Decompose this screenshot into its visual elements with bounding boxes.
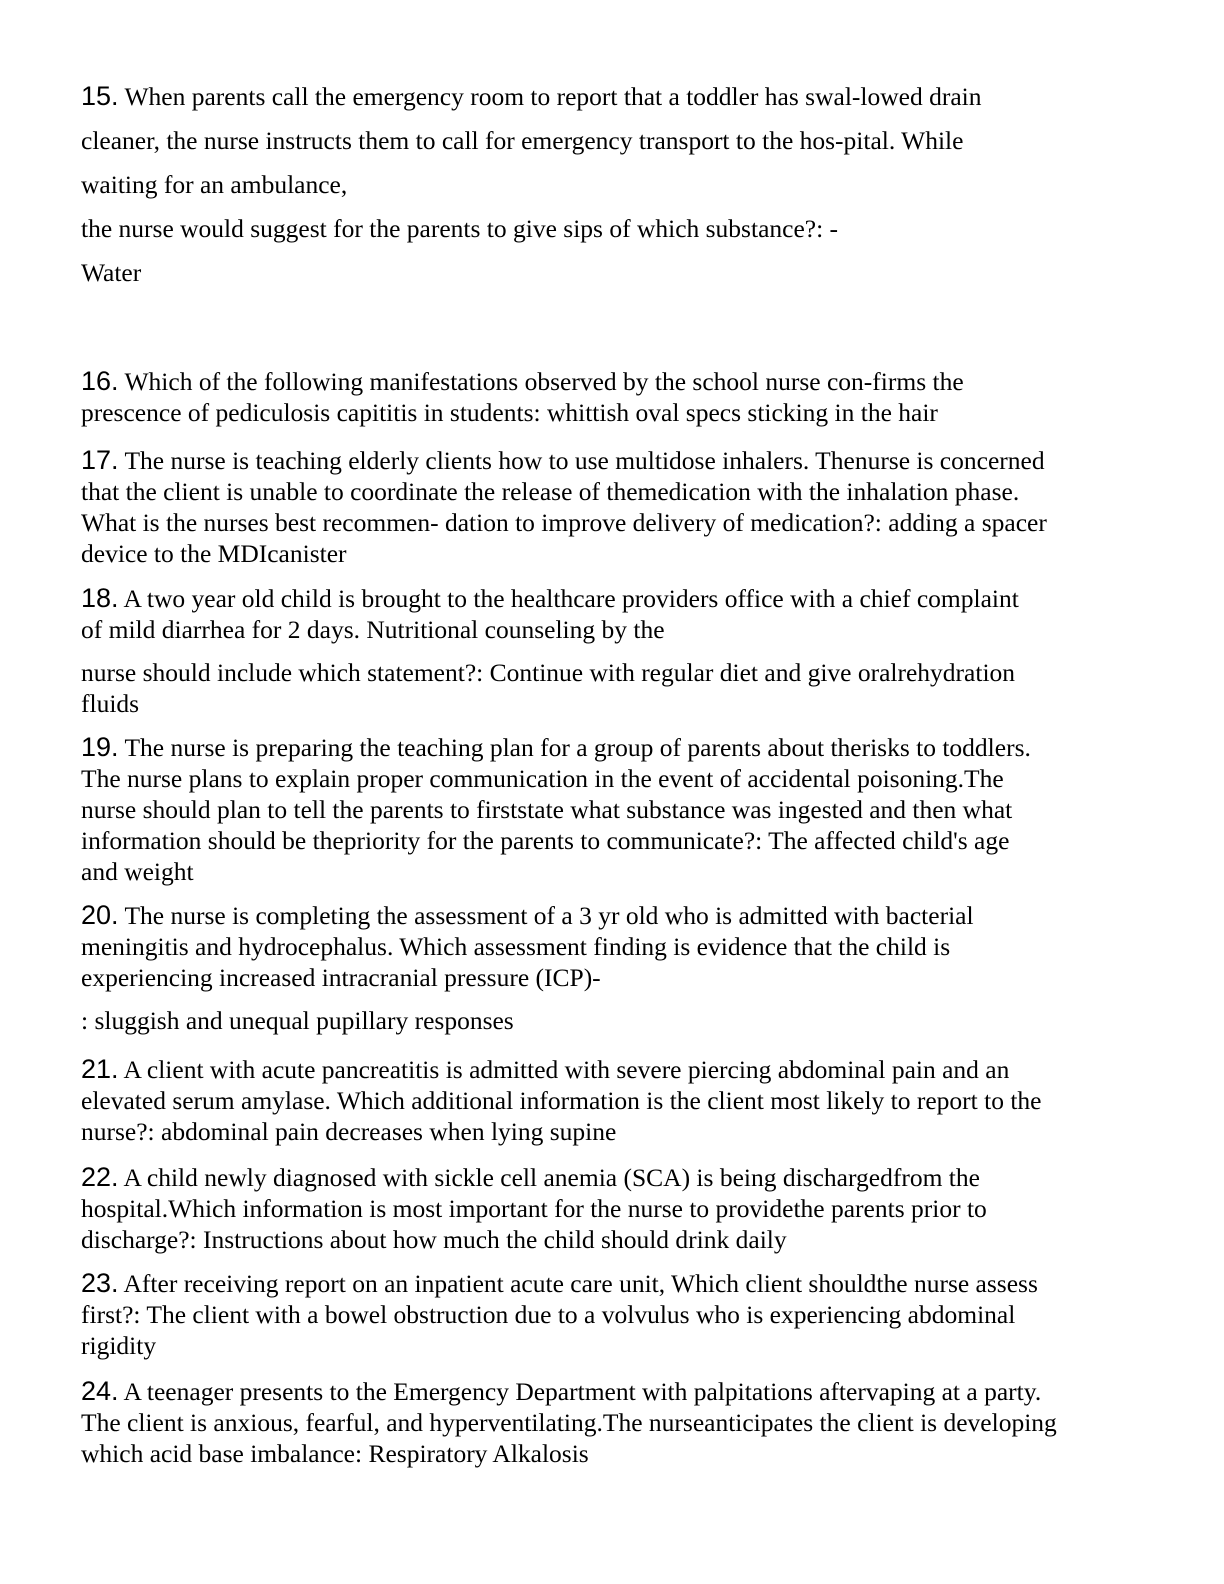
question-18 [81,583,1136,719]
question-text-line: The client is anxious, fearful, and hyperventilating.The nurseanticipates the client is developing [81,1408,1057,1437]
question-number: 23. [81,1268,119,1298]
question-number: 21. [81,1054,119,1084]
question-16 [81,366,1136,428]
question-text-line: The nurse is teaching elderly clients how to use multidose inhalers. Thenurse is concerned [124,446,1045,475]
question-text-line: hospital.Which information is most important for the nurse to providethe parents prior to [81,1194,987,1223]
question-text-line: nurse should plan to tell the parents to firststate what substance was ingested and then what [81,795,1013,824]
question-number: 22. [81,1162,119,1192]
question-text-line: prescence of pediculosis capititis in students: whittish oval specs sticking in the hair [81,398,938,427]
question-text-line: device to the MDIcanister [81,539,347,568]
question-text-line: What is the nurses best recommen- dation to improve delivery of medication?: adding a spacer [81,508,1047,537]
question-text-line: The nurse is completing the assessment of a 3 yr old who is admitted with bacterial [124,901,974,930]
question-text-line: A client with acute pancreatitis is admitted with severe piercing abdominal pain and an [123,1055,1010,1084]
question-text-line: The nurse is preparing the teaching plan for a group of parents about therisks to toddlers. [124,733,1031,762]
question-text-line: the nurse would suggest for the parents to give sips of which substance?: - [81,214,839,243]
question-text-line: experiencing increased intracranial pressure (ICP)- [81,963,601,992]
question-text-line: After receiving report on an inpatient acute care unit, Which client shouldthe nurse assess [123,1269,1038,1298]
question-number: 20. [81,900,119,930]
question-19 [81,732,1136,887]
question-text-line: of mild diarrhea for 2 days. Nutritional counseling by the [81,615,665,644]
question-text-line: Which of the following manifestations observed by the school nurse con-firms the [124,367,964,396]
question-number: 17. [81,445,119,475]
question-text-line: information should be thepriority for the parents to communicate?: The affected child's age [81,826,1010,855]
question-17 [81,445,1136,569]
question-21 [81,1054,1136,1147]
question-text-line: that the client is unable to coordinate the release of themedication with the inhalation phase. [81,477,1020,506]
question-number: 19. [81,732,119,762]
question-22 [81,1162,1136,1255]
question-23 [81,1268,1136,1361]
question-number: 24. [81,1376,119,1406]
answer-text: Water [81,258,142,287]
question-text-line: A child newly diagnosed with sickle cell anemia (SCA) is being dischargedfrom the [123,1163,980,1192]
question-text-line: nurse?: abdominal pain decreases when lying supine [81,1117,617,1146]
question-text-line: A teenager presents to the Emergency Department with palpitations aftervaping at a party. [123,1377,1042,1406]
question-number: 15. [81,81,119,111]
answer-text: : sluggish and unequal pupillary responses [81,1006,514,1035]
question-number: 16. [81,366,119,396]
question-text-line: meningitis and hydrocephalus. Which assessment finding is evidence that the child is [81,932,951,961]
question-15 [81,74,1136,295]
question-text-line: elevated serum amylase. Which additional information is the client most likely to report to the [81,1086,1042,1115]
question-text-line: cleaner, the nurse instructs them to call for emergency transport to the hos-pital. While [81,126,964,155]
question-text-line: A two year old child is brought to the healthcare providers office with a chief complaint [123,584,1019,613]
question-text-line: and weight [81,857,194,886]
question-number: 18. [81,583,119,613]
question-24 [81,1376,1136,1469]
question-text-line: which acid base imbalance: Respiratory Alkalosis [81,1439,589,1468]
question-20 [81,900,1136,1036]
question-text-line: When parents call the emergency room to report that a toddler has swal-lowed drain [124,82,982,111]
question-text-line: first?: The client with a bowel obstruction due to a volvulus who is experiencing abdominal [81,1300,1016,1329]
question-text-line: rigidity [81,1331,157,1360]
question-text-line: fluids [81,689,140,718]
question-text-line: The nurse plans to explain proper communication in the event of accidental poisoning.The [81,764,1004,793]
question-text-line: nurse should include which statement?: Continue with regular diet and give oralrehydration [81,658,1016,687]
question-text-line: discharge?: Instructions about how much the child should drink daily [81,1225,787,1254]
question-text-line: waiting for an ambulance, [81,170,348,199]
